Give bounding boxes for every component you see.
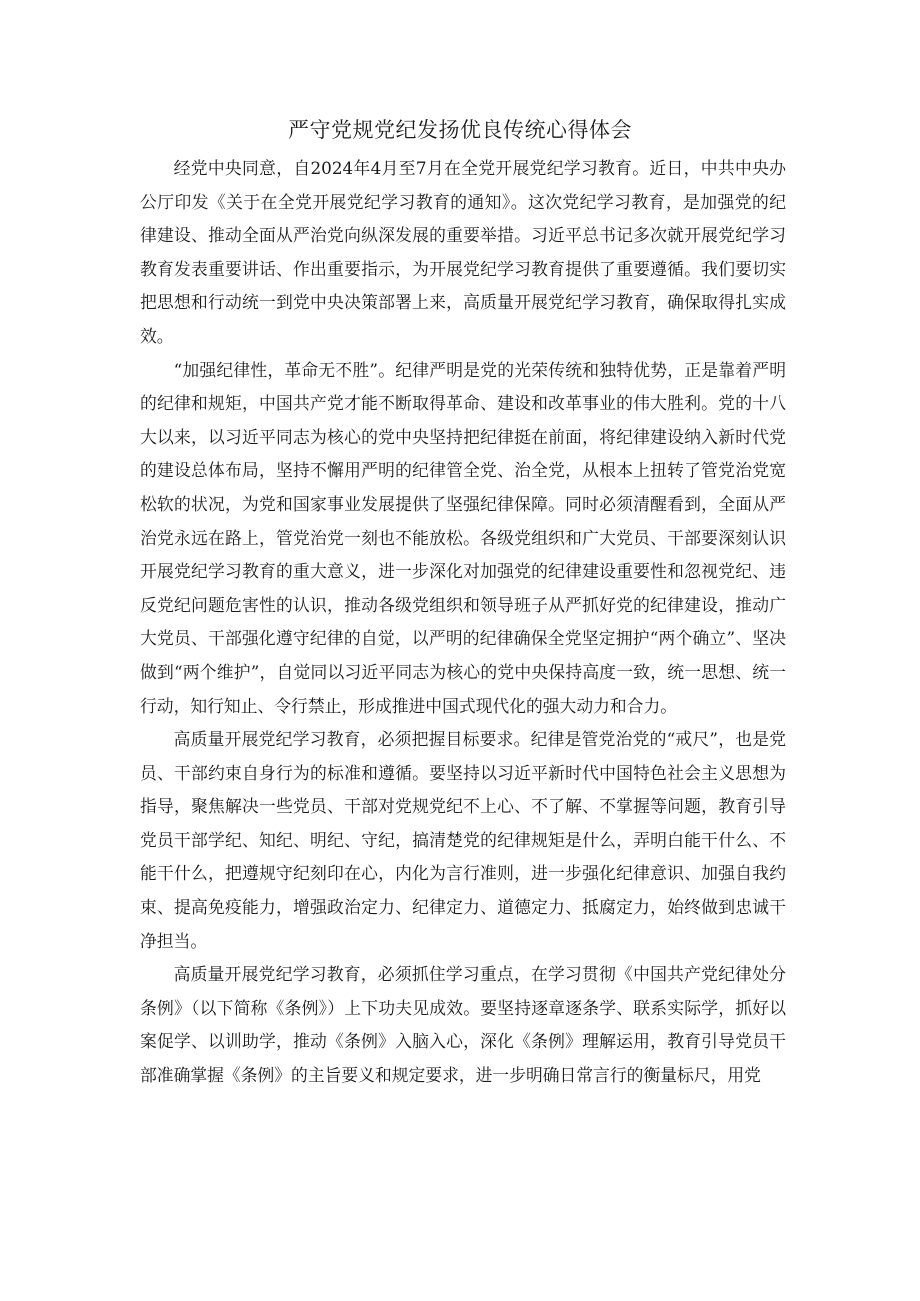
paragraph-2: “加强纪律性，革命无不胜”。纪律严明是党的光荣传统和独特优势，正是靠着严明的纪律和规矩，中国共产党才能不断取得革命、建设和改革事业的伟大胜利。党的十八大以来，以习近平同志为核心的党中央坚持把纪律挺在前面，将纪律建设纳入新时代党的建设总体布局，坚持不懈用严明的纪律管全党、治全党，从根本上扭转了管党治党宽松软的状况，为党和国家事业发展提供了坚强纪律保障。同时必须清醒看到，全面从严治党永远在路上，管党治党一刻也不能放松。各级党组织和广大党员、干部要深刻认识开展党纪学习教育的重大意义，进一步深化对加强党的纪律建设重要性和忽视党纪、违反党纪问题危害性的认识，推动各级党组织和领导班子从严抓好党的纪律建设，推动广大党员、干部强化遵守纪律的自觉，以严明的纪律确保全党坚定拥护“两个确立”、坚决做到“两个维护”，自觉同以习近平同志为核心的党中央保持高度一致，统一思想、统一行动，知行知止、令行禁止，形成推进中国式现代化的强大动力和合力。 xyxy=(140,359,786,716)
document-title: 严守党规党纪发扬优良传统心得体会 xyxy=(288,118,632,142)
document-body xyxy=(140,152,786,1093)
paragraph-4: 高质量开展党纪学习教育，必须抓住学习重点，在学习贯彻《中国共产党纪律处分条例》（以下简称《条例》）上下功夫见成效。要坚持逐章逐条学、联系实际学，抓好以案促学、以训助学，推动《条例》入脑入心，深化《条例》理解运用，教育引导党员干部准确掌握《条例》的主旨要义和规定要求，进一步明确日常言行的衡量标尺，用党 xyxy=(140,964,786,1086)
paragraph-3: 高质量开展党纪学习教育，必须把握目标要求。纪律是管党治党的“戒尺”，也是党员、干部约束自身行为的标准和遵循。要坚持以习近平新时代中国特色社会主义思想为指导，聚焦解决一些党员、干部对党规党纪不上心、不了解、不掌握等问题，教育引导党员干部学纪、知纪、明纪、守纪，搞清楚党的纪律规矩是什么，弄明白能干什么、不能干什么，把遵规守纪刻印在心，内化为言行准则，进一步强化纪律意识、加强自我约束、提高免疫能力，增强政治定力、纪律定力、道德定力、抵腐定力，始终做到忠诚干净担当。 xyxy=(140,729,786,951)
paragraph-1: 经党中央同意，自2024年4月至7月在全党开展党纪学习教育。近日，中共中央办公厅印发《关于在全党开展党纪学习教育的通知》。这次党纪学习教育，是加强党的纪律建设、推动全面从严治党向纵深发展的重要举措。习近平总书记多次就开展党纪学习教育发表重要讲话、作出重要指示，为开展党纪学习教育提供了重要遵循。我们要切实把思想和行动统一到党中央决策部署上来，高质量开展党纪学习教育，确保取得扎实成效。 xyxy=(140,158,786,346)
